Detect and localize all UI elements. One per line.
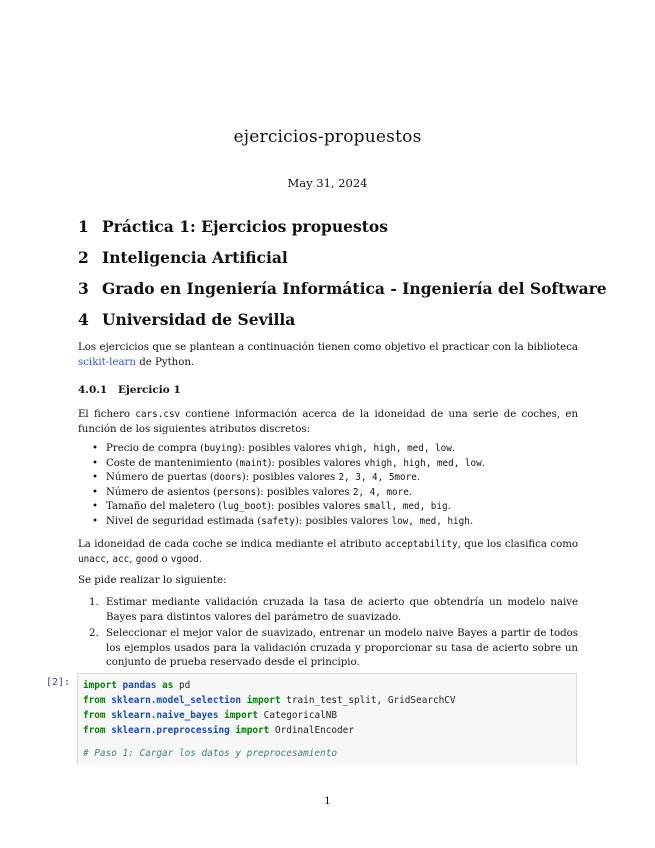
section-heading-2 bbox=[78, 248, 288, 267]
acceptability-paragraph bbox=[78, 537, 578, 567]
list-item bbox=[78, 596, 578, 625]
intro-paragraph bbox=[78, 340, 578, 370]
attr-values: 2, 4, more bbox=[352, 486, 409, 498]
task-intro: Se pide realizar lo siguiente: bbox=[78, 575, 227, 586]
section-number: 1 bbox=[78, 217, 89, 236]
keyword: import bbox=[83, 680, 117, 691]
attr-values: low, med, high bbox=[391, 515, 470, 527]
list-item: • Número de asientos (persons): posibles valores 2, 4, more. bbox=[78, 486, 578, 501]
inline-code: cars.csv bbox=[135, 409, 181, 420]
item-number: 2. bbox=[89, 628, 99, 640]
module-name: pandas bbox=[122, 680, 157, 691]
subsection-number: 4.0.1 bbox=[78, 384, 108, 396]
list-item bbox=[78, 627, 578, 671]
comment: # Paso 1: Cargar los datos y preprocesamiento bbox=[83, 748, 337, 759]
keyword: from bbox=[83, 710, 106, 721]
text: , bbox=[129, 554, 136, 565]
attr-sep: ): posibles valores bbox=[237, 443, 335, 454]
attr-sep: ): posibles valores bbox=[256, 486, 353, 498]
attr-sep: ): posibles valores bbox=[266, 501, 364, 513]
identifier: train_test_split, GridSearchCV bbox=[286, 695, 456, 706]
cell-prompt: [2]: bbox=[46, 677, 71, 688]
bullet-icon: • bbox=[92, 486, 99, 498]
keyword: import bbox=[246, 695, 281, 706]
attr-values: vhigh, high, med, low bbox=[334, 443, 452, 454]
identifier: CategoricalNB bbox=[263, 710, 338, 721]
attr-values: 2, 3, 4, 5more bbox=[338, 472, 417, 484]
module-name: sklearn.preprocessing bbox=[111, 725, 230, 736]
module-name: sklearn.model_selection bbox=[111, 695, 242, 706]
attr-code: buying bbox=[204, 443, 238, 454]
inline-code: acc bbox=[112, 554, 130, 565]
bullet-icon: • bbox=[92, 443, 99, 454]
code-comment bbox=[83, 746, 571, 761]
item-number: 1. bbox=[89, 597, 99, 608]
item-text: Seleccionar el mejor valor de suavizado, entrenar un modelo naive Bayes a partir de todos los ejemplos usados para la validación cruzada y proporcionar su tasa de acierto sobre un conjunto de prueba reservado desde el principio. bbox=[106, 628, 578, 669]
bullet-icon: • bbox=[92, 501, 99, 513]
inline-code: acceptability bbox=[384, 539, 458, 550]
identifier: OrdinalEncoder bbox=[274, 725, 354, 736]
bullet-icon: • bbox=[92, 457, 99, 469]
section-number: 4 bbox=[78, 310, 89, 329]
section-heading-1 bbox=[78, 217, 388, 236]
keyword: import bbox=[224, 710, 259, 721]
section-title: Inteligencia Artificial bbox=[102, 248, 288, 267]
list-item: • Nivel de seguridad estimada (safety): posibles valores low, med, high. bbox=[78, 515, 578, 530]
keyword: as bbox=[162, 680, 174, 691]
attr-code: lug_boot bbox=[222, 501, 267, 513]
attr-name: Tamaño del maletero bbox=[106, 501, 215, 513]
attr-code: maint bbox=[239, 457, 268, 469]
scikit-learn-link[interactable]: scikit-learn bbox=[78, 357, 136, 368]
list-item: • Precio de compra (buying): posibles valores vhigh, high, med, low. bbox=[78, 442, 578, 457]
code-line bbox=[83, 708, 571, 723]
text: contiene información acerca de la idoneidad de una serie de coches, en función de los siguientes atributos discretos: bbox=[78, 409, 578, 435]
text: La idoneidad de cada coche se indica mediante el atributo bbox=[78, 539, 385, 550]
attr-sep: ): posibles valores bbox=[241, 472, 339, 484]
document-title: ejercicios-propuestos bbox=[233, 127, 422, 147]
attr-code: safety bbox=[261, 515, 295, 527]
text: , que los clasifica como bbox=[457, 539, 578, 550]
identifier: pd bbox=[179, 680, 191, 691]
attr-name: Nivel de seguridad estimada bbox=[106, 515, 255, 527]
attr-code: persons bbox=[217, 486, 257, 498]
section-number: 3 bbox=[78, 279, 89, 298]
code-line bbox=[83, 693, 571, 708]
inline-code: vgood bbox=[170, 554, 199, 565]
bullet-icon: • bbox=[92, 515, 99, 527]
document-date: May 31, 2024 bbox=[287, 176, 368, 190]
bullet-icon: • bbox=[92, 472, 99, 484]
attr-sep: ): posibles valores bbox=[294, 515, 392, 527]
list-item: • Número de puertas (doors): posibles valores 2, 3, 4, 5more. bbox=[78, 471, 578, 486]
attribute-list bbox=[78, 442, 578, 530]
task-list bbox=[78, 596, 578, 673]
inline-code: good bbox=[135, 554, 159, 565]
attr-values: vhigh, high, med, low bbox=[364, 457, 482, 469]
subsection-heading bbox=[78, 384, 181, 396]
attr-name: Precio de compra bbox=[106, 443, 197, 454]
section-title: Grado en Ingeniería Informática - Ingeniería del Software bbox=[102, 279, 607, 298]
code-line bbox=[83, 723, 571, 738]
section-heading-4 bbox=[78, 310, 295, 329]
attr-code: doors bbox=[213, 472, 242, 484]
section-title: Práctica 1: Ejercicios propuestos bbox=[102, 217, 388, 236]
attr-sep: ): posibles valores bbox=[267, 457, 365, 469]
code-line bbox=[83, 678, 571, 693]
dataset-paragraph bbox=[78, 407, 578, 437]
item-text: Estimar mediante validación cruzada la tasa de acierto que obtendría un modelo naive Bayes para distintos valores del parámetro de suavizado. bbox=[106, 597, 578, 623]
list-item: • Coste de mantenimiento (maint): posibles valores vhigh, high, med, low. bbox=[78, 457, 578, 472]
text: El fichero bbox=[78, 409, 136, 420]
text: o bbox=[158, 554, 171, 565]
section-title: Universidad de Sevilla bbox=[102, 310, 296, 329]
subsection-title: Ejercicio 1 bbox=[118, 384, 181, 396]
page-number: 1 bbox=[324, 795, 331, 807]
inline-code: unacc bbox=[78, 554, 106, 565]
text: . bbox=[198, 554, 203, 565]
keyword: from bbox=[83, 725, 106, 736]
section-number: 2 bbox=[78, 248, 89, 267]
list-item: • Tamaño del maletero (lug_boot): posibles valores small, med, big. bbox=[78, 500, 578, 515]
code-cell[interactable] bbox=[77, 673, 577, 765]
section-heading-3 bbox=[78, 279, 607, 298]
keyword: import bbox=[235, 725, 270, 736]
attr-name: Coste de mantenimiento bbox=[106, 457, 233, 469]
intro-text: Los ejercicios que se plantean a continuación tienen como objetivo el practicar con la biblioteca bbox=[78, 342, 578, 353]
module-name: sklearn.naive_bayes bbox=[111, 710, 219, 721]
keyword: from bbox=[83, 695, 106, 706]
attr-name: Número de puertas bbox=[106, 472, 207, 484]
attr-values: small, med, big bbox=[363, 501, 448, 513]
intro-text-end: de Python. bbox=[135, 357, 195, 368]
text: , bbox=[106, 554, 113, 565]
attr-name: Número de asientos bbox=[106, 486, 210, 498]
